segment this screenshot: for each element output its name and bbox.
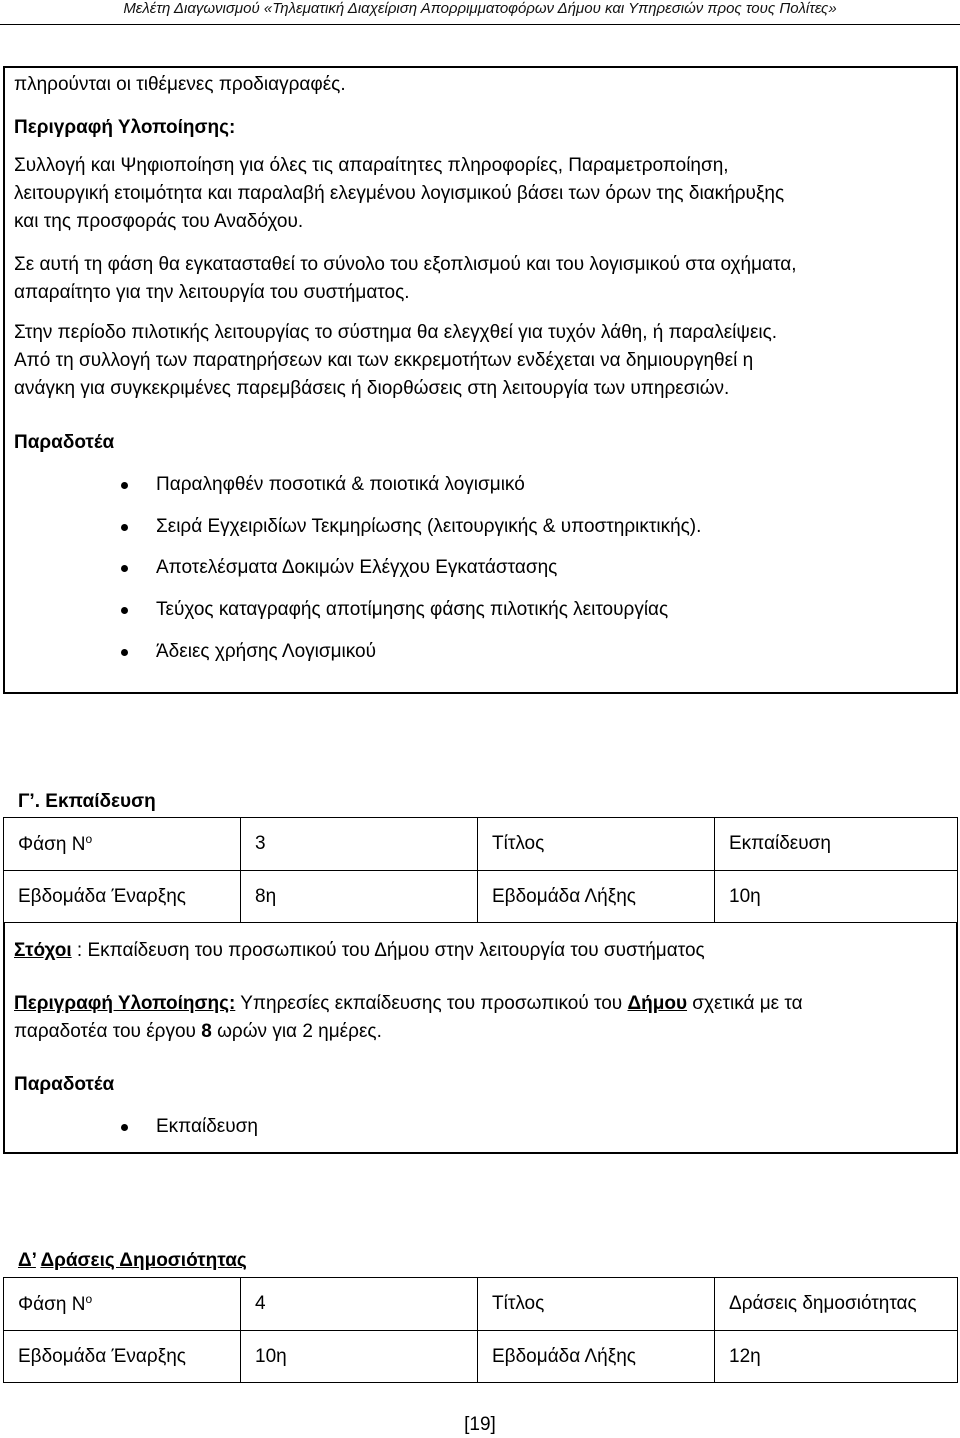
title-value-cell: Εκπαίδευση (715, 818, 958, 871)
title-label-cell: Τίτλος (478, 818, 715, 871)
para2-line2: απαραίτητο για την λειτουργία του συστήματος. (14, 282, 410, 303)
start-week-label-cell: Εβδομάδα Έναρξης (4, 871, 241, 923)
deliverable-item: Σειρά Εγχειριδίων Τεκμηρίωσης (λειτουργικής & υποστηρικτικής). (156, 516, 702, 537)
impl-heading: Περιγραφή Υλοποίησης: (14, 117, 236, 138)
phase-number-cell: 4 (241, 1278, 478, 1331)
bullet-icon (121, 524, 128, 531)
deliverable-item: Άδειες χρήσης Λογισμικού (156, 641, 376, 662)
para1-line1: Συλλογή και Ψηφιοποίηση για όλες τις απαραίτητες πληροφορίες, Παραμετροποίηση, (14, 155, 729, 176)
start-week-value-cell: 10η (241, 1331, 478, 1383)
section-d-title: Δράσεις Δημοσιότητας (40, 1250, 247, 1271)
bullet-icon (121, 482, 128, 489)
bullet-icon (121, 649, 128, 656)
phase-number-cell: 3 (241, 818, 478, 871)
intro-line: πληρούνται οι τιθέμενες προδιαγραφές. (14, 74, 346, 95)
deliverable-item: Τεύχος καταγραφής αποτίμησης φάσης πιλοτικής λειτουργίας (156, 599, 669, 620)
section-c-title: Εκπαίδευση (45, 791, 156, 812)
impl-label: Περιγραφή Υλοποίησης: (14, 993, 236, 1014)
dimou-emphasis: Δήμου (627, 993, 688, 1014)
phase-d-table (3, 1277, 958, 1383)
deliverables-heading: Παραδοτέα (14, 432, 115, 453)
title-label-cell: Τίτλος (478, 1278, 715, 1331)
para1-line3: και της προσφοράς του Αναδόχου. (14, 211, 304, 232)
section-d-heading (18, 1250, 247, 1272)
running-header: Μελέτη Διαγωνισμού «Τηλεματική Διαχείριση Απορριμματοφόρων Δήμου και Υπηρεσιών προς τους Πολίτες» (123, 0, 837, 17)
end-week-label-cell: Εβδομάδα Λήξης (478, 1331, 715, 1383)
phase-label-cell: Φάση $N^o$ (4, 818, 241, 871)
header-rule (0, 24, 960, 25)
phase-c-table (3, 817, 958, 923)
hours-emphasis: 8 (201, 1021, 212, 1042)
deliverable-item: Αποτελέσματα Δοκιμών Ελέγχου Εγκατάστασης (156, 557, 558, 578)
end-week-value-cell: 10η (715, 871, 958, 923)
end-week-value-cell: 12η (715, 1331, 958, 1383)
bullet-icon (121, 565, 128, 572)
section-d-prefix: Δ’ (18, 1250, 36, 1271)
deliverable-item: Εκπαίδευση (156, 1116, 258, 1137)
phase-label-cell: Φάση $N^o$ (4, 1278, 241, 1331)
bullet-icon (121, 1124, 128, 1131)
start-week-label-cell: Εβδομάδα Έναρξης (4, 1331, 241, 1383)
bullet-icon (121, 607, 128, 614)
goals-text: : Εκπαίδευση του προσωπικού του Δήμου στην λειτουργία του συστήματος (71, 940, 705, 961)
section-c-heading (18, 791, 156, 813)
para3-line2: Από τη συλλογή των παρατηρήσεων και των εκκρεμοτήτων ενδέχεται να δημιουργηθεί η (14, 350, 754, 371)
para1-line2: λειτουργική ετοιμότητα και παραλαβή ελεγμένου λογισμικού βάσει των όρων της διακήρυξης (14, 183, 785, 204)
page-number: [19] (464, 1414, 496, 1435)
section-c-prefix: Γ’. (18, 791, 40, 812)
deliverable-item: Παραληφθέν ποσοτικά & ποιοτικά λογισμικό (156, 474, 525, 495)
para2-line1: Σε αυτή τη φάση θα εγκατασταθεί το σύνολο του εξοπλισμού και του λογισμικού στα οχήματα, (14, 254, 797, 275)
para3-line3: ανάγκη για συγκεκριμένες παρεμβάσεις ή διορθώσεις στη λειτουργία των υπηρεσιών. (14, 378, 730, 399)
para3-line1: Στην περίοδο πιλοτικής λειτουργίας το σύστημα θα ελεγχθεί για τυχόν λάθη, ή παραλείψεις. (14, 322, 778, 343)
start-week-value-cell: 8η (241, 871, 478, 923)
end-week-label-cell: Εβδομάδα Λήξης (478, 871, 715, 923)
title-value-cell: Δράσεις δημοσιότητας (715, 1278, 958, 1331)
impl-line-1: Περιγραφή Υλοποίησης: Υπηρεσίες εκπαίδευσης του προσωπικού του Δήμου σχετικά με τα (14, 993, 803, 1014)
deliverables-heading-c: Παραδοτέα (14, 1074, 115, 1095)
impl-line-2: παραδοτέα του έργου 8 ωρών για 2 ημέρες. (14, 1021, 382, 1042)
goals-line (14, 940, 705, 962)
goals-label: Στόχοι (14, 940, 72, 961)
